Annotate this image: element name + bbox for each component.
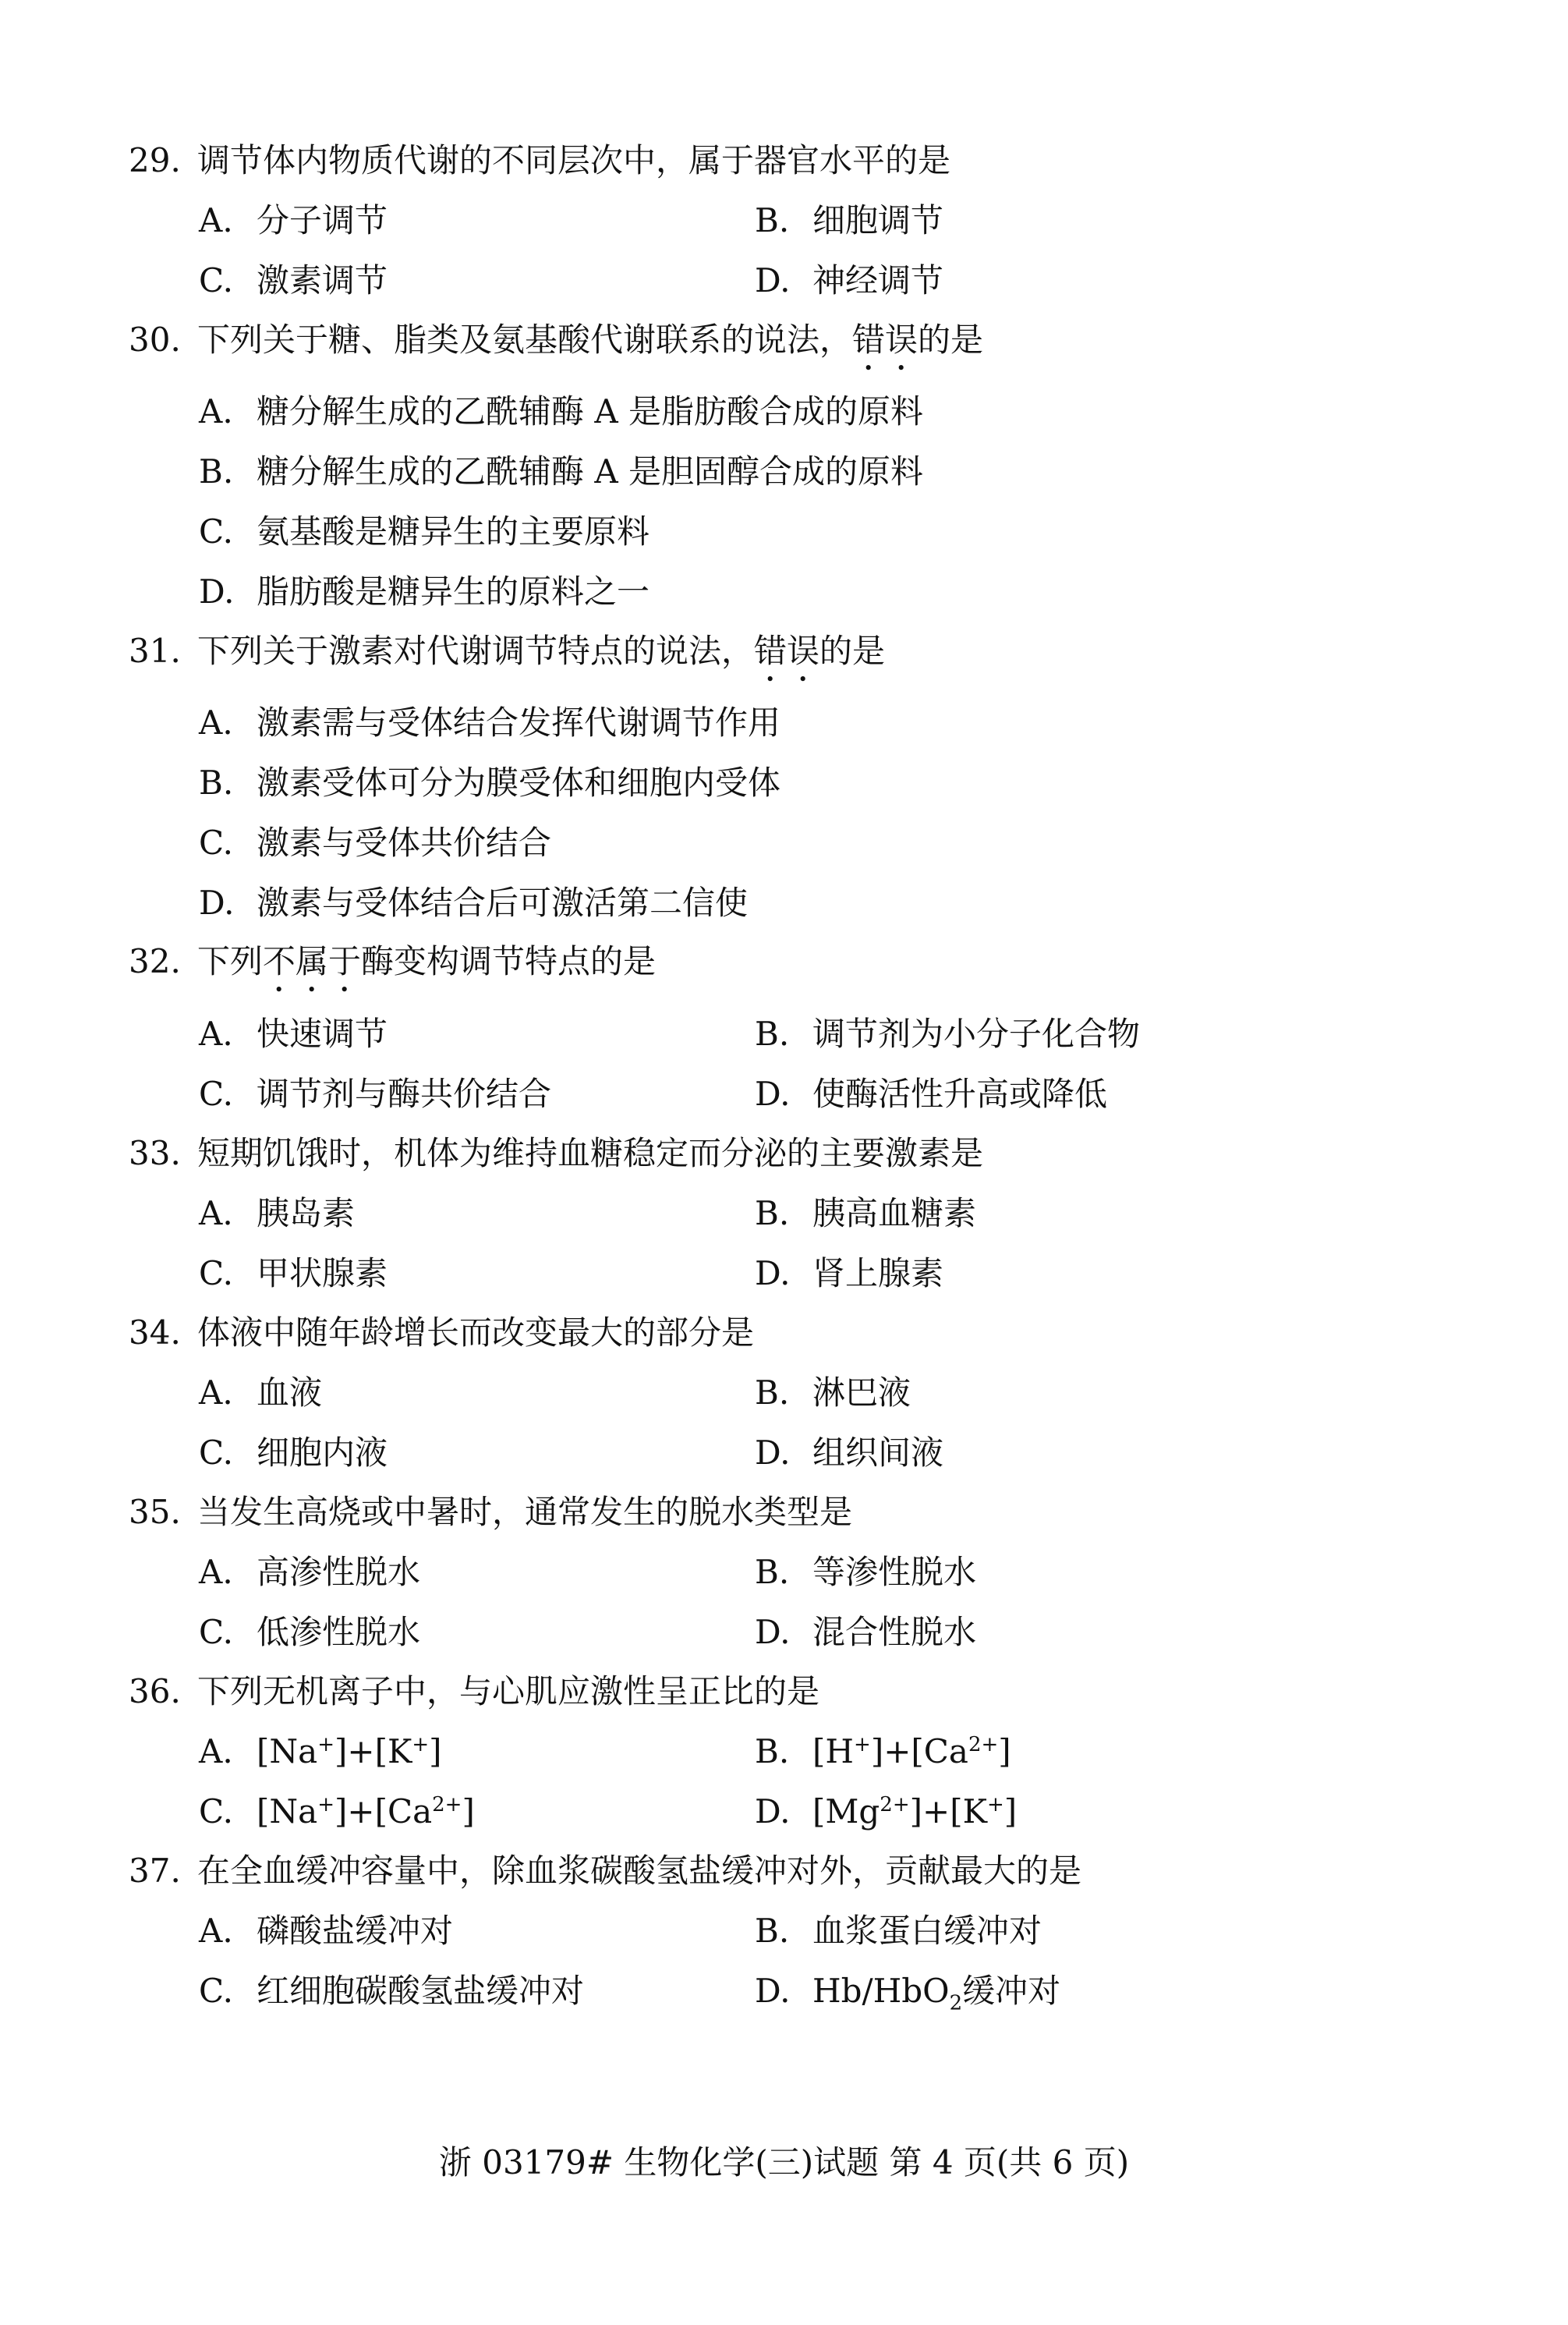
- option-34-d: D. 组织间液: [755, 1434, 944, 1472]
- option-36-d: D. $[Mg^{2+}]+[K^+]$: [755, 1792, 1018, 1831]
- option-29-c: C. 激素调节: [199, 261, 388, 299]
- option-37-d: D. Hb/HbO$_2$缓冲对: [755, 1972, 1061, 2015]
- option-30-c: C. 氨基酸是糖异生的主要原料: [199, 512, 650, 551]
- option-37-a: A. 磷酸盐缓冲对: [199, 1912, 454, 1950]
- option-29-a: A. 分子调节: [199, 201, 388, 239]
- option-33-d: D. 肾上腺素: [755, 1254, 944, 1292]
- question-36: [129, 1670, 819, 1714]
- option-36-b: B. $[H^+]+[Ca^{2+}]$: [755, 1732, 1011, 1770]
- question-number: 36.: [129, 1672, 181, 1710]
- option-34-a: A. 血液: [199, 1373, 323, 1412]
- option-32-b: B. 调节剂为小分子化合物: [755, 1015, 1141, 1053]
- option-37-c: C. 红细胞碳酸氢盐缓冲对: [199, 1972, 585, 2010]
- option-36-c: C. $[Na^+]+[Ca^{2+}]$: [199, 1792, 475, 1831]
- question-number: 35.: [129, 1493, 181, 1531]
- question-number: 37.: [129, 1852, 181, 1890]
- option-35-d: D. 混合性脱水: [755, 1613, 977, 1651]
- question-35: [129, 1490, 852, 1534]
- option-29-d: D. 神经调节: [755, 261, 944, 299]
- option-31-d: D. 激素与受体结合后可激活第二信使: [199, 884, 749, 922]
- option-33-b: B. 胰高血糖素: [755, 1194, 977, 1232]
- option-32-a: A. 快速调节: [199, 1015, 388, 1053]
- question-text: 调节体内物质代谢的不同层次中，属于器官水平的是: [197, 141, 951, 179]
- option-34-b: B. 淋巴液: [755, 1373, 911, 1412]
- question-number: 29.: [129, 141, 181, 179]
- option-32-c: C. 调节剂与酶共价结合: [199, 1075, 552, 1113]
- option-35-a: A. 高渗性脱水: [199, 1553, 421, 1591]
- option-35-b: B. 等渗性脱水: [755, 1553, 977, 1591]
- option-30-d: D. 脂肪酸是糖异生的原料之一: [199, 572, 650, 611]
- question-number: 31.: [129, 632, 181, 670]
- page-footer: 浙 03179# 生物化学(三)试题 第 4 页(共 6 页): [438, 2143, 1130, 2181]
- question-31: 31. 下列关于激素对代谢调节特点的说法，错误的是: [129, 629, 885, 689]
- option-34-c: C. 细胞内液: [199, 1434, 388, 1472]
- option-31-a: A. 激素需与受体结合发挥代谢调节作用: [199, 704, 781, 742]
- question-29: [129, 139, 950, 183]
- question-34: [129, 1311, 754, 1355]
- option-32-d: D. 使酶活性升高或降低: [755, 1075, 1108, 1113]
- question-33: [129, 1132, 983, 1175]
- question-37: [129, 1849, 1081, 1893]
- question-number: 34.: [129, 1313, 181, 1352]
- emphasis-text: 错误: [754, 632, 820, 670]
- option-36-a: A. [Na+]+[K+]: [199, 1732, 442, 1770]
- option-37-b: B. 血浆蛋白缓冲对: [755, 1912, 1042, 1950]
- question-number: 32.: [129, 942, 181, 980]
- option-29-b: B. 细胞调节: [755, 201, 944, 239]
- option-31-c: C. 激素与受体共价结合: [199, 824, 552, 862]
- option-33-c: C. 甲状腺素: [199, 1254, 388, 1292]
- question-30: 30. 下列关于糖、脂类及氨基酸代谢联系的说法，错误的是: [129, 318, 983, 377]
- question-text: 下列无机离子中，与心肌应激性呈正比的是: [197, 1672, 820, 1710]
- emphasis-text: 错误: [852, 321, 919, 359]
- question-text: 短期饥饿时，机体为维持血糖稳定而分泌的主要激素是: [197, 1134, 984, 1172]
- question-text: 在全血缓冲容量中，除血浆碳酸氢盐缓冲对外，贡献最大的是: [197, 1852, 1082, 1890]
- option-33-a: A. 胰岛素: [199, 1194, 356, 1232]
- option-30-a: A. 糖分解生成的乙酰辅酶 A 是脂肪酸合成的原料: [199, 392, 924, 431]
- emphasis-text: 不属于: [263, 942, 362, 980]
- question-32: 32. 下列不属于酶变构调节特点的是: [129, 940, 656, 999]
- question-text: 体液中随年龄增长而改变最大的部分是: [197, 1313, 755, 1352]
- question-number: 30.: [129, 321, 181, 359]
- question-number: 33.: [129, 1134, 181, 1172]
- option-35-c: C. 低渗性脱水: [199, 1613, 421, 1651]
- question-text: 当发生高烧或中暑时，通常发生的脱水类型是: [197, 1493, 853, 1531]
- option-30-b: B. 糖分解生成的乙酰辅酶 A 是胆固醇合成的原料: [199, 452, 924, 491]
- option-31-b: B. 激素受体可分为膜受体和细胞内受体: [199, 764, 781, 802]
